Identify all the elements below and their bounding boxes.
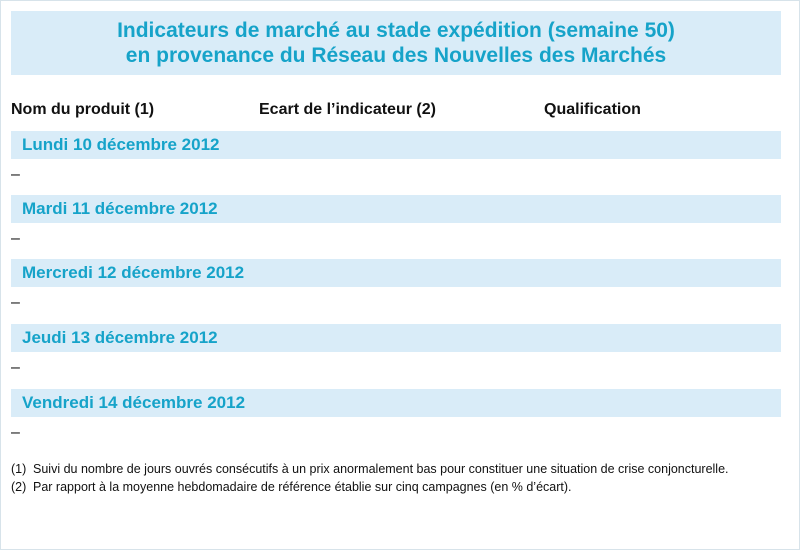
- column-header-indicator-gap: Ecart de l’indicateur (2): [259, 101, 436, 118]
- column-header-qualification: Qualification: [544, 101, 641, 118]
- day-entry-thursday: –: [11, 359, 20, 376]
- day-entry-tuesday: –: [11, 230, 20, 247]
- day-band-monday: Lundi 10 décembre 2012: [11, 131, 781, 159]
- footnote-1-text: Suivi du nombre de jours ouvrés consécutifs à un prix anormalement bas pour constituer une situation de crise conjoncturelle.: [33, 462, 729, 476]
- footnote-2-number: (2): [11, 480, 27, 494]
- title-banner: [11, 11, 781, 75]
- title-line-2: en provenance du Réseau des Nouvelles des Marchés: [125, 44, 667, 67]
- day-entry-friday: –: [11, 424, 20, 441]
- title-line-1: Indicateurs de marché au stade expédition (semaine 50): [117, 19, 675, 42]
- column-header-product: Nom du produit (1): [11, 101, 155, 118]
- footnote-1: [11, 462, 781, 477]
- footnote-2: [11, 480, 781, 495]
- day-band-wednesday: Mercredi 12 décembre 2012: [11, 259, 781, 287]
- footnote-1-number: (1): [11, 462, 27, 476]
- day-band-thursday: Jeudi 13 décembre 2012: [11, 324, 781, 352]
- footnotes: [11, 462, 781, 498]
- footnote-2-text: Par rapport à la moyenne hebdomadaire de référence établie sur cinq campagnes (en % d’écart).: [33, 480, 572, 494]
- day-entry-wednesday: –: [11, 294, 20, 311]
- day-band-friday: Vendredi 14 décembre 2012: [11, 389, 781, 417]
- day-entry-monday: –: [11, 166, 20, 183]
- day-band-tuesday: Mardi 11 décembre 2012: [11, 195, 781, 223]
